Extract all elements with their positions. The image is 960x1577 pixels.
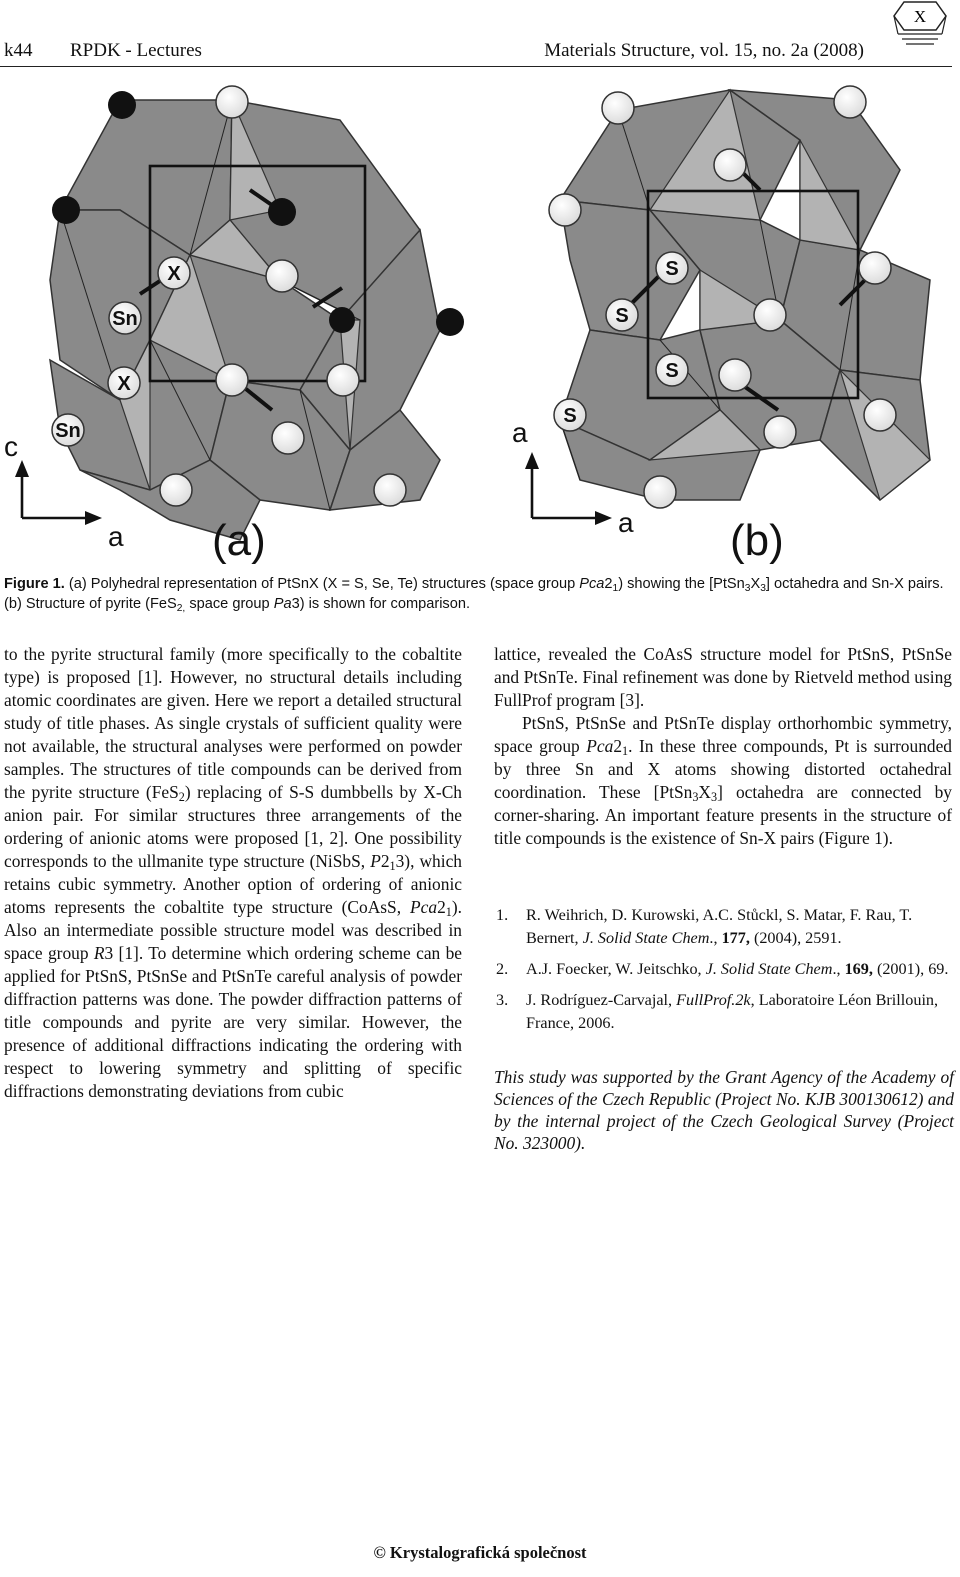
reference-item: 1. R. Weihrich, D. Kurowski, A.C. Stůckl, S. Matar, F. Rau, T. Bernert, J. Solid State Chem., 177, (2004), 2591. <box>496 906 913 947</box>
caption-label: Figure 1. <box>4 576 65 592</box>
svg-text:X: X <box>913 7 927 26</box>
page-footer: © Krystalografická společnost <box>373 1543 587 1562</box>
svg-text:X: X <box>117 373 131 395</box>
svg-text:(a): (a) <box>212 516 266 565</box>
body-paragraph: to the pyrite structural family (more specifically to the cobaltite type) is proposed [1]. However, no structural details including atomic coordinates are given. Here we report a detailed structural study of title phases. As single crystals of sufficient quality were not available, the structural analyses were performed on powder samples. The structures of title compounds can be derived from the pyrite structure (FeS$_2$) replacing of S-S dumbbells by X-Ch anion pair. For similar structures three arrangements of the ordering of anionic atoms were proposed [1, 2]. One possibility corresponds to the ullmanite type structure (NiSbS, $P2_13$), which retains cubic symmetry. Another option of ordering of anionic atoms represents the cobaltite type structure (CoAsS, $Pca2_1$). Also an intermediate possible structure model was described in space group R3 [1]. To determine which ordering scheme can be applied for PtSnS, PtSnSe and PtSnTe careful analysis of powder diffraction patterns was done. The powder diffraction patterns of title compounds and pyrite are very similar. However, the presence of additional diffractions indicating the ordering with respect to lowering symmetry and splitting of specific diffractions demonstrating deviations from cubic <box>4 644 463 1101</box>
running-header <box>0 38 952 67</box>
svg-text:a: a <box>108 521 124 552</box>
svg-text:S: S <box>665 258 679 280</box>
body-paragraph: lattice, revealed the CoAsS structure model for PtSnS, PtSnSe and PtSnTe. Final refinement was done by Rietveld method using FullProf program [3]. <box>494 644 952 710</box>
structure-figure <box>0 80 960 570</box>
figure-caption: Figure 1. (a) Polyhedral representation of PtSnX (X = S, Se, Te) structures (space group $Pca2_1$) showing the $[PtSn_3X_3]$ octahedra and Sn-X pairs. (b) Structure of pyrite (FeS$_{2,}$ space group Pa3) is shown for comparison. <box>4 576 944 614</box>
crystal-society-logo <box>892 0 948 48</box>
reference-list <box>494 904 952 1043</box>
right-column-text <box>494 643 952 850</box>
svg-text:S: S <box>563 405 577 427</box>
figure-1 <box>0 80 960 570</box>
svg-text:c: c <box>4 431 18 462</box>
svg-text:a: a <box>512 417 528 448</box>
section-name: RPDK - Lectures <box>70 40 202 61</box>
page-number: k44 <box>4 40 33 61</box>
acknowledgement: This study was supported by the Grant Agency of the Academy of Sciences of the Czech Republic (Project No. KJB 300130612) and by the internal project of the Czech Geological Survey (Project No. 323000). <box>494 1067 954 1153</box>
svg-text:Sn: Sn <box>55 420 81 442</box>
svg-text:(b): (b) <box>730 516 784 565</box>
panel-a <box>4 86 464 565</box>
svg-text:S: S <box>665 360 679 382</box>
svg-text:Sn: Sn <box>112 308 138 330</box>
svg-text:a: a <box>618 507 634 538</box>
reference-item: 2. A.J. Foecker, W. Jeitschko, J. Solid State Chem., 169, (2001), 69. <box>496 960 949 978</box>
panel-b <box>512 86 930 565</box>
svg-text:X: X <box>167 263 181 285</box>
journal-citation: Materials Structure, vol. 15, no. 2a (2008) <box>544 40 864 61</box>
svg-text:S: S <box>615 305 629 327</box>
reference-item: 3. J. Rodríguez-Carvajal, FullProf.2k, Laboratoire Léon Brillouin, France, 2006. <box>496 991 939 1032</box>
body-paragraph: PtSnS, PtSnSe and PtSnTe display orthorhombic symmetry, space group $Pca2_1$. In these three compounds, Pt is surrounded by three Sn and X atoms showing distorted octahedral coordination. These $[PtSn_3X_3]$ octahedra are connected by corner-sharing. An important feature presents in the structure of title compounds is the existence of Sn-X pairs (Figure 1). <box>494 713 953 848</box>
left-column-text <box>4 643 462 1103</box>
